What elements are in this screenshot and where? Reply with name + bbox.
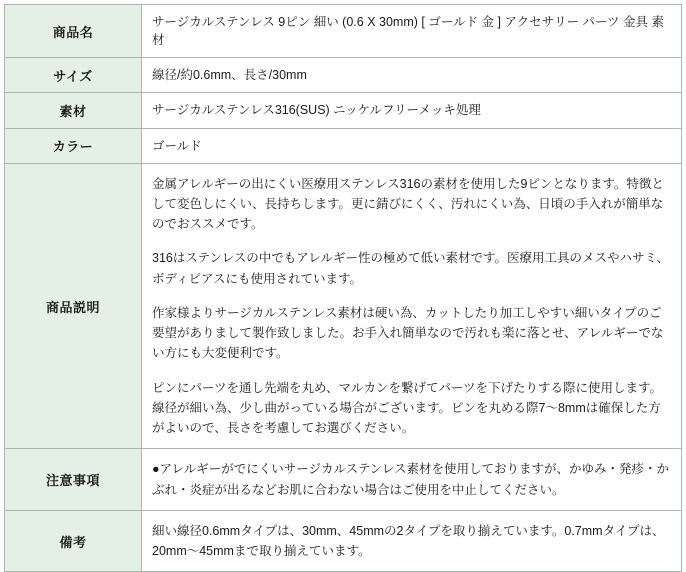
table-row bbox=[5, 58, 682, 93]
row-label-description: 商品説明 bbox=[5, 163, 142, 449]
row-value-product-name: サージカルステンレス 9ピン 細い (0.6 X 30mm) [ ゴールド 金 ] アクセサリー パーツ 金具 素材 bbox=[142, 5, 682, 58]
description-paragraph: 作家様よりサージカルステンレス素材は硬い為、カットしたり加工しやすい細いタイプのご要望がありまして製作致しました。お手入れ簡単なので汚れも楽に落とせ、アレルギーでない方にも大変便利です。 bbox=[152, 305, 664, 361]
row-label-material: 素材 bbox=[5, 93, 142, 128]
row-value-remarks bbox=[142, 510, 682, 572]
table-row bbox=[5, 163, 682, 449]
row-label-product-name: 商品名 bbox=[5, 5, 142, 58]
caution-paragraph: ●アレルギーがでにくいサージカルステンレス素材を使用しておりますが、かゆみ・発疹・かぶれ・炎症が出るなどお肌に合わない場合はご使用を中止してください。 bbox=[152, 462, 670, 497]
row-value-description bbox=[142, 163, 682, 449]
product-spec-table bbox=[4, 4, 682, 572]
description-paragraph: 316はステンレスの中でもアレルギー性の極めて低い素材です。医療用工具のメスやハサミ、ボディピアスにも使用されています。 bbox=[152, 251, 669, 286]
description-paragraph: 金属アレルギーの出にくい医療用ステンレス316の素材を使用した9ピンとなります。特徴として変色しにくい、長持ちします。更に錆びにくく、汚れにくい為、日頃の手入れが簡単なのでおススメです。 bbox=[152, 176, 664, 232]
row-value-color: ゴールド bbox=[142, 128, 682, 163]
table-row bbox=[5, 93, 682, 128]
row-label-caution: 注意事項 bbox=[5, 449, 142, 511]
description-paragraph: ピンにパーツを通し先端を丸め、マルカンを繋げてパーツを下げたりする際に使用します。線径が細い為、少し曲がっている場合がございます。ピンを丸める際7〜8mmは確保した方がよいので、長さを考慮してお選びください。 bbox=[152, 380, 663, 436]
table-row bbox=[5, 128, 682, 163]
row-value-caution bbox=[142, 449, 682, 511]
row-label-color: カラー bbox=[5, 128, 142, 163]
table-row bbox=[5, 510, 682, 572]
table-row bbox=[5, 449, 682, 511]
row-label-size: サイズ bbox=[5, 58, 142, 93]
remarks-paragraph: 細い線径0.6mmタイプは、30mm、45mmの2タイプを取り揃えています。0.7mmタイプは、20mm〜45mmまで取り揃えています。 bbox=[152, 523, 665, 559]
table-row bbox=[5, 5, 682, 58]
row-value-size: 線径/約0.6mm、長さ/30mm bbox=[142, 58, 682, 93]
row-label-remarks: 備考 bbox=[5, 510, 142, 572]
row-value-material: サージカルステンレス316(SUS) ニッケルフリーメッキ処理 bbox=[142, 93, 682, 128]
